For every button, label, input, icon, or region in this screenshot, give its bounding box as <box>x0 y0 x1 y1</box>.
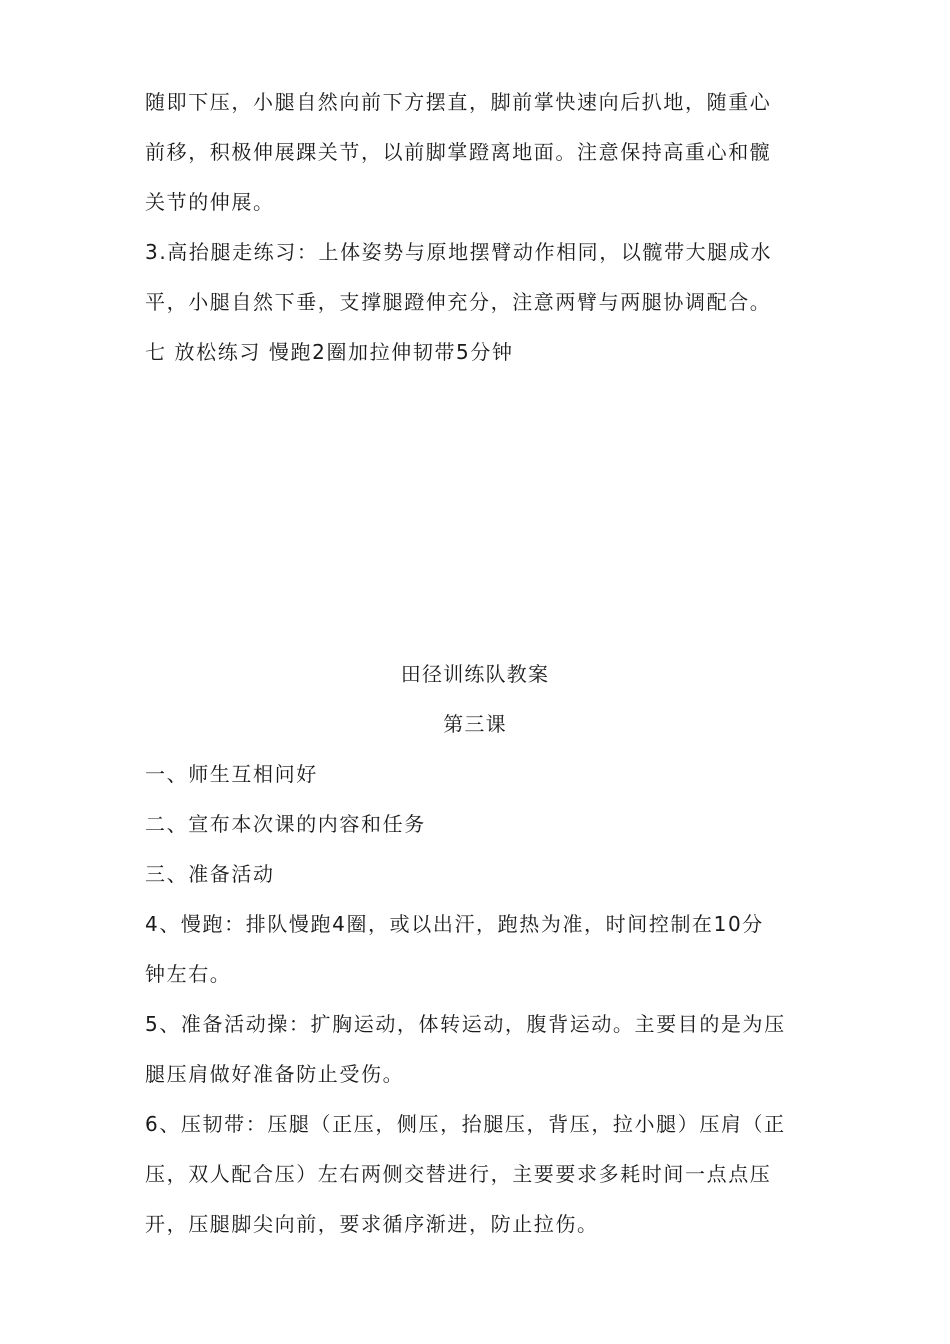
paragraph-line: 一、师生互相问好 <box>145 762 318 786</box>
paragraph-line: 前移，积极伸展踝关节，以前脚掌蹬离地面。注意保持高重心和髋 <box>145 140 772 164</box>
paragraph-line: 平，小腿自然下垂，支撑腿蹬伸充分，注意两臂与两腿协调配合。 <box>145 290 772 314</box>
paragraph-line: 开，压腿脚尖向前，要求循序渐进，防止拉伤。 <box>145 1212 599 1236</box>
paragraph-line: 6、压韧带：压腿（正压，侧压，抬腿压，背压，拉小腿）压肩（正 <box>145 1112 786 1136</box>
paragraph-line: 三、准备活动 <box>145 862 275 886</box>
paragraph-line: 随即下压，小腿自然向前下方摆直，脚前掌快速向后扒地，随重心 <box>145 90 772 114</box>
document-title: 田径训练队教案 <box>400 662 550 686</box>
paragraph-line: 腿压肩做好准备防止受伤。 <box>145 1062 405 1086</box>
paragraph-line: 3.高抬腿走练习：上体姿势与原地摆臂动作相同，以髋带大腿成水 <box>145 240 773 264</box>
paragraph-line: 钟左右。 <box>145 962 232 986</box>
paragraph-line: 5、准备活动操：扩胸运动，体转运动，腹背运动。主要目的是为压 <box>145 1012 786 1036</box>
paragraph-line: 二、宣布本次课的内容和任务 <box>145 812 426 836</box>
paragraph-line: 关节的伸展。 <box>145 190 275 214</box>
lesson-subtitle: 第三课 <box>443 712 507 736</box>
paragraph-line: 七 放松练习 慢跑2圈加拉伸韧带5分钟 <box>145 340 514 364</box>
paragraph-line: 压，双人配合压）左右两侧交替进行，主要要求多耗时间一点点压 <box>145 1162 772 1186</box>
paragraph-line: 4、慢跑：排队慢跑4圈，或以出汗，跑热为准，时间控制在10分 <box>145 912 764 936</box>
